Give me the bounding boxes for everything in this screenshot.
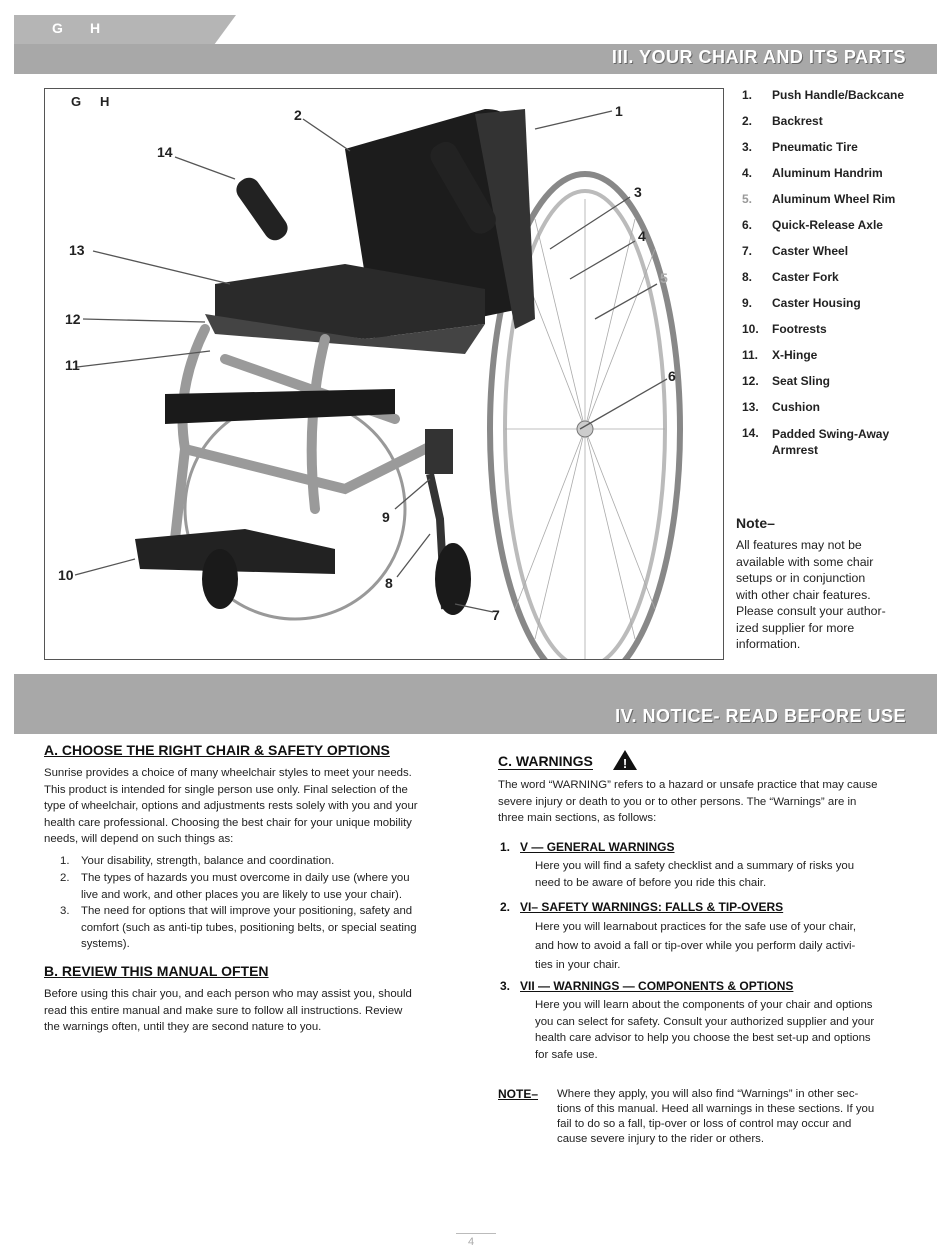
note-label: NOTE– <box>498 1087 539 1101</box>
warning-sub-2-heading: 2. VI– SAFETY WARNINGS: FALLS & TIP-OVERS <box>500 900 784 914</box>
part-item: 5. Aluminum Wheel Rim <box>742 192 896 206</box>
part-item: 14. Padded Swing-Away Armrest <box>742 426 890 457</box>
part-item: 13. Cushion <box>742 400 820 414</box>
part-item: 3. Pneumatic Tire <box>742 140 858 154</box>
warning-sub-1-body: Here you will find a safety checklist and a summary of risks you need to be aware of before you ride this chair. <box>535 860 855 889</box>
section4-title: IV. NOTICE- READ BEFORE USE <box>615 706 906 726</box>
part-item: 4. Aluminum Handrim <box>742 166 883 180</box>
header-tab-letter-g: G <box>52 20 63 36</box>
callout-6: 6 <box>668 368 676 384</box>
warning-sub-3-body: Here you will learn about the components of your chair and options you can select for safety. Consult your authorized supplier and your health care advisor to help you choose the best set-up and options for safe use. <box>535 999 875 1061</box>
svg-text:!: ! <box>622 756 628 771</box>
warning-sub-2-body: Here you will learnabout practices for the safe use of your chair, and how to avoid a fall or tip-over while you perform daily activi- ties in your chair. <box>535 921 857 971</box>
callout-7: 7 <box>492 607 500 623</box>
section-b-heading: B. REVIEW THIS MANUAL OFTEN <box>44 963 269 979</box>
callout-8: 8 <box>385 575 393 591</box>
figure-label-g: G <box>71 94 82 109</box>
section-b-body: Before using this chair you, and each person who may assist you, should read this entire manual and make sure to follow all instructions. Review the warnings often, until they are second nature to you. <box>44 988 412 1033</box>
section-c-heading: C. WARNINGS <box>498 753 593 769</box>
figure-label-h: H <box>100 94 110 109</box>
part-item: 1. Push Handle/Backcane <box>742 88 905 102</box>
note-text: Where they apply, you will also find “Warnings” in other sec- tions of this manual. Heed all warnings in these sections. If you fail to do so a fall, tip-over or loss of control may occur and cause severe injury to the rider or others. <box>557 1088 875 1145</box>
section-c-body: The word “WARNING” refers to a hazard or unsafe practice that may cause severe injury or death to you or to other persons. The “Warnings” are in three main sections, as follows: <box>498 779 878 824</box>
warning-sub-3-heading: 3. VII — WARNINGS — COMPONENTS & OPTIONS <box>500 979 794 993</box>
part-item: 8. Caster Fork <box>742 270 839 284</box>
warning-icon <box>612 749 638 771</box>
footer-rule <box>456 1233 496 1234</box>
callout-3: 3 <box>634 184 642 200</box>
callout-14: 14 <box>157 144 173 160</box>
callout-12: 12 <box>65 311 81 327</box>
callout-1: 1 <box>615 103 623 119</box>
header-tab <box>14 15 236 45</box>
callout-2: 2 <box>294 107 302 123</box>
callout-5: 5 <box>660 270 668 286</box>
part-item: 11. X-Hinge <box>742 348 818 362</box>
wheelchair-illustration <box>45 89 723 659</box>
callout-10: 10 <box>58 567 74 583</box>
list-item: 2. The types of hazards you must overcome in daily use (where you live and work, and other places you are likely to use your chair). <box>60 872 410 901</box>
callout-13: 13 <box>69 242 85 258</box>
note-heading: Note– <box>736 515 775 531</box>
list-item: 3. The need for options that will improve your positioning, safety and comfort (such as anti-tip tubes, positioning belts, or special seating systems). <box>60 905 417 950</box>
section-a-heading: A. CHOOSE THE RIGHT CHAIR & SAFETY OPTIONS <box>44 742 390 758</box>
part-item: 10. Footrests <box>742 322 827 336</box>
wheelchair-figure <box>44 88 724 660</box>
header-tab-letter-h: H <box>90 20 101 36</box>
page-number: 4 <box>468 1236 475 1248</box>
part-item: 2. Backrest <box>742 114 823 128</box>
part-item: 9. Caster Housing <box>742 296 861 310</box>
part-item: 12. Seat Sling <box>742 374 831 388</box>
callout-4: 4 <box>638 228 646 244</box>
part-item: 6. Quick-Release Axle <box>742 218 883 232</box>
warning-sub-1-heading: 1. V — GENERAL WARNINGS <box>500 840 675 854</box>
note-body: All features may not be available with some chair setups or in conjunction with other chair features. Please consult your author- ized supplier for more information. <box>736 538 886 651</box>
section3-title: III. YOUR CHAIR AND ITS PARTS <box>611 47 906 67</box>
callout-9: 9 <box>382 509 390 525</box>
section-a-body: Sunrise provides a choice of many wheelchair styles to meet your needs. This product is intended for single person use only. Final selection of the type of wheelchair, options and adjustments rests solely with you and your health care professional. Choosing the best chair for your unique mobility needs, will depend on such things as: <box>44 767 418 845</box>
part-item: 7. Caster Wheel <box>742 244 849 258</box>
callout-11: 11 <box>65 357 80 373</box>
